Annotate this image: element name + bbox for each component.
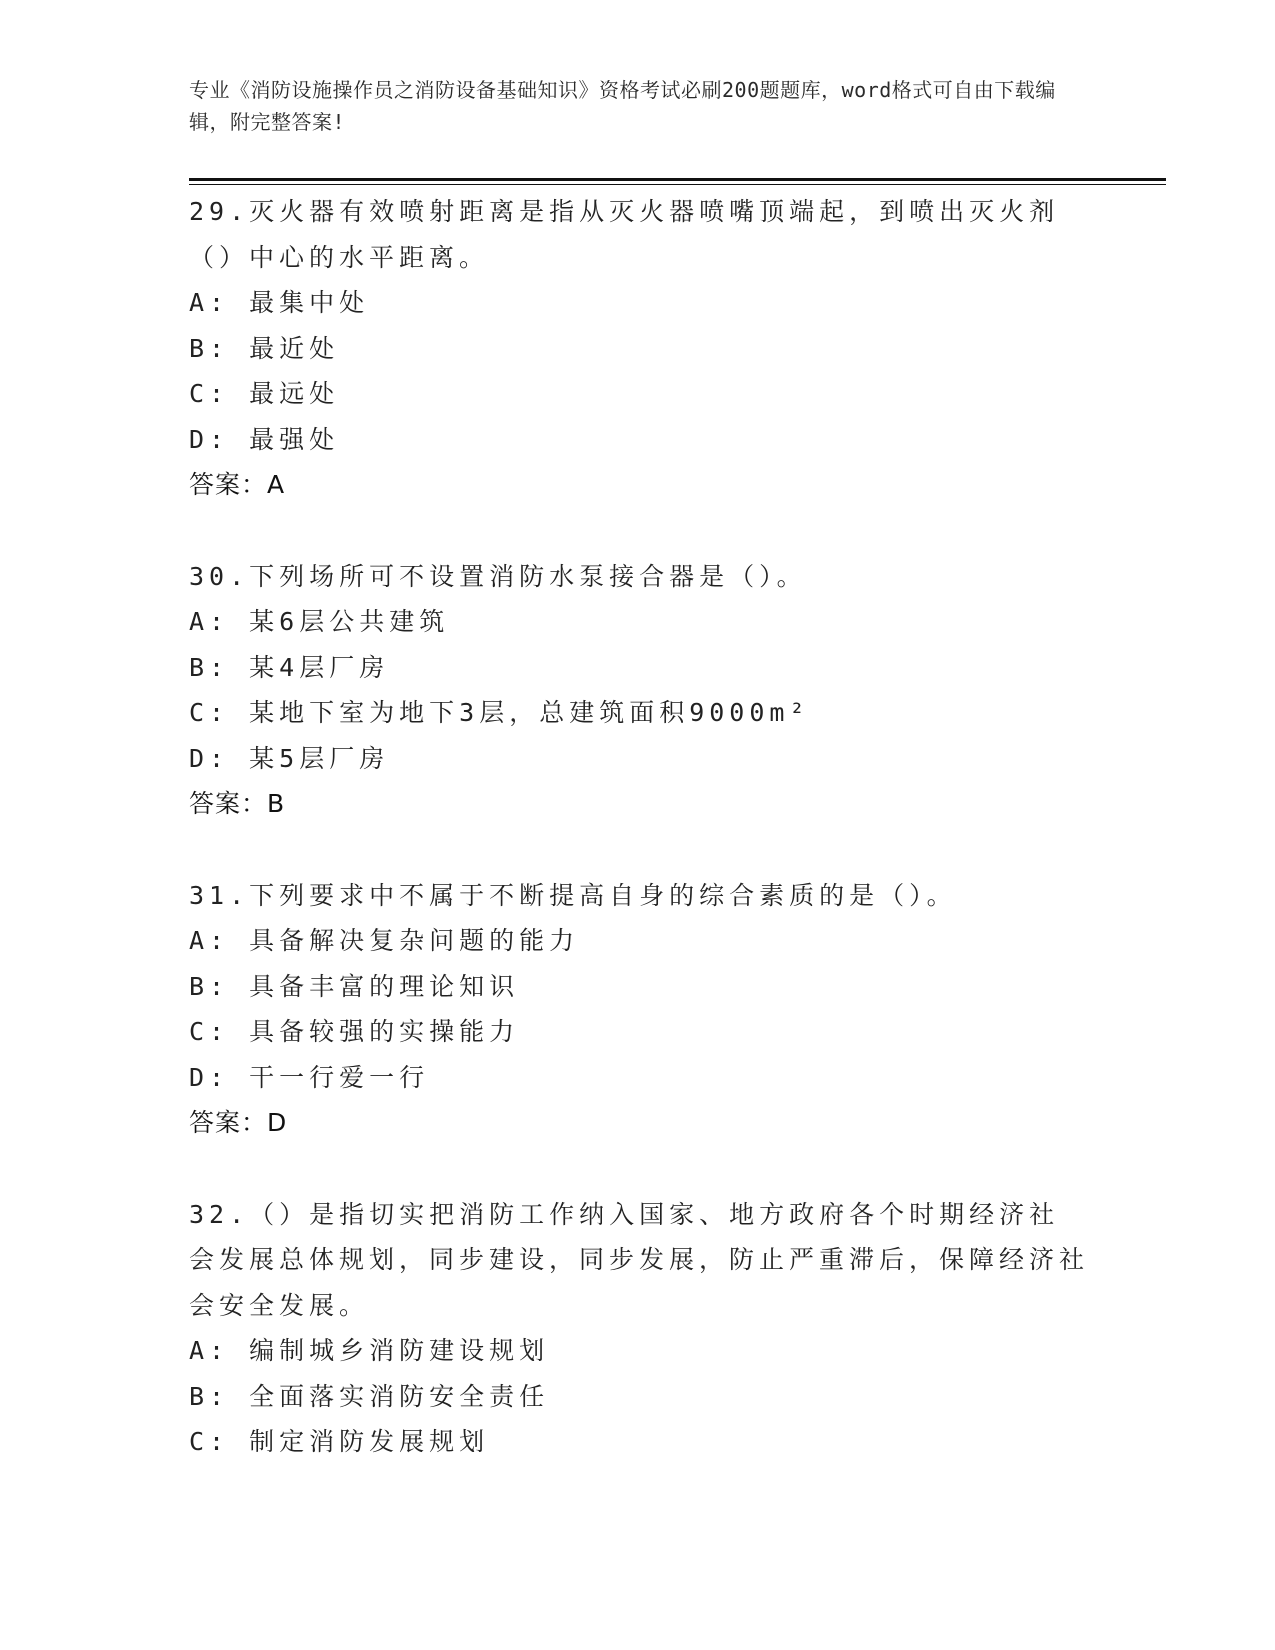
question-stem: 29.灭火器有效喷射距离是指从灭火器喷嘴顶端起，到喷出灭火剂（）中心的水平距离。 [189, 197, 1060, 272]
option-c: C: 某地下室为地下3层，总建筑面积9000m² [189, 698, 810, 727]
option-a: A: 某6层公共建筑 [189, 607, 450, 636]
option-d: D: 某5层厂房 [189, 743, 390, 773]
option-a: A: 具备解决复杂问题的能力 [189, 926, 580, 955]
question-list [189, 189, 1089, 1511]
header-divider-thick [189, 178, 1166, 181]
question-stem: 31.下列要求中不属于不断提高自身的综合素质的是（）。 [189, 880, 957, 910]
option-b: B: 某4层厂房 [189, 652, 390, 682]
option-d: D: 干一行爱一行 [189, 1062, 430, 1092]
question-32 [189, 1192, 1089, 1465]
option-c: C: 具备较强的实操能力 [189, 1017, 520, 1046]
question-29 [189, 189, 1089, 508]
answer: 答案：D [189, 1108, 288, 1137]
option-a: A: 最集中处 [189, 288, 370, 317]
question-30 [189, 554, 1089, 827]
option-b: B: 全面落实消防安全责任 [189, 1381, 550, 1411]
answer: 答案：A [189, 470, 286, 499]
option-d: D: 最强处 [189, 424, 340, 454]
option-a: A: 编制城乡消防建设规划 [189, 1336, 550, 1365]
question-stem: 32.（）是指切实把消防工作纳入国家、地方政府各个时期经济社会发展总体规划，同步建设，同步发展，防止严重滞后，保障经济社会安全发展。 [189, 1199, 1090, 1320]
question-31 [189, 873, 1089, 1146]
question-stem: 30.下列场所可不设置消防水泵接合器是（）。 [189, 561, 807, 591]
header-divider-thin [189, 184, 1166, 185]
document-intro: 专业《消防设施操作员之消防设备基础知识》资格考试必刷200题题库，word格式可自由下载编辑，附完整答案! [189, 78, 1056, 134]
option-b: B: 最近处 [189, 333, 340, 363]
option-b: B: 具备丰富的理论知识 [189, 971, 520, 1001]
option-c: C: 最远处 [189, 379, 340, 408]
answer: 答案：B [189, 789, 286, 818]
option-c: C: 制定消防发展规划 [189, 1427, 490, 1456]
